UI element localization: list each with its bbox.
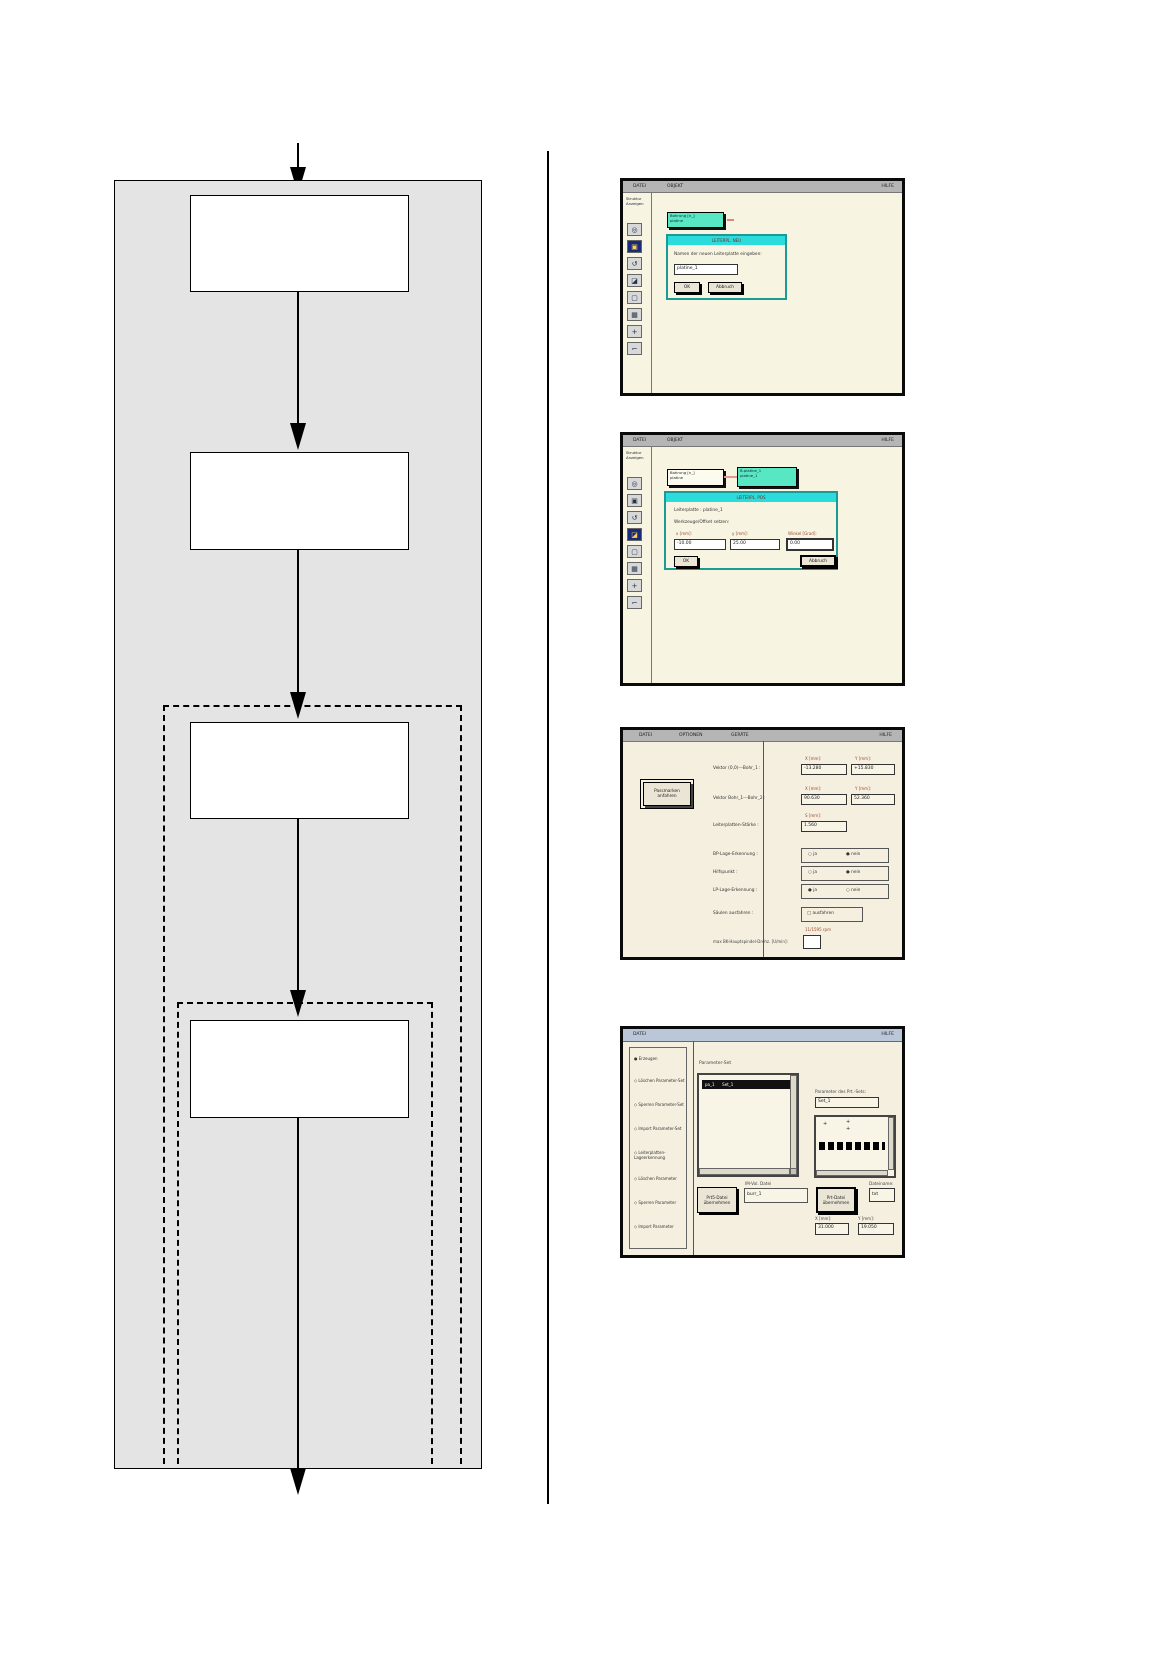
node-label: Bohrung [n_] [670,213,695,218]
screenshot-machine-parameters [620,727,905,960]
board-position-dialog [664,491,838,570]
edit-icon[interactable]: ◪ [627,528,642,541]
drill-preview-panel [814,1115,896,1178]
tree-node-parent[interactable] [667,469,724,486]
file-field-label: IM-Vol. Datei [745,1181,772,1186]
radio-off-icon[interactable]: ○ nein [846,888,861,893]
radio-off-icon[interactable]: ○ ja [808,852,817,857]
menu-objekt[interactable]: OBJEKT [667,438,684,443]
parameter-set-label: Parameter-Set [699,1061,732,1066]
toolbar-label: Struktur Anzeigen [626,196,644,206]
titlebar [623,1029,902,1042]
s-field-label: S [mm]: [805,813,822,818]
flow-exit-arrowhead [290,1468,306,1495]
toolbar-label: Struktur Anzeigen [626,450,644,460]
angle-field-label: Winkel [Grad]: [788,531,817,536]
flow-step-3 [190,722,409,819]
mark-plus-icon: + [846,1119,851,1125]
ok-button[interactable]: OK [674,282,700,293]
menu-hilfe[interactable]: HILFE [881,184,894,189]
rpm-note: 11/1595 rpm [805,927,831,932]
edit-icon[interactable]: ◪ [627,274,642,287]
y-field-label: Y [mm]: [855,786,871,791]
radio-on-icon[interactable]: ● ja [808,888,817,893]
flowchart [0,0,560,1666]
prt5-file-apply-button[interactable]: Prt5-Datei übernehmen [697,1187,737,1213]
grid-icon[interactable]: ▦ [627,308,642,321]
y-field-label: Y [mm]: [858,1216,874,1221]
menu-datei[interactable]: DATEI [633,1032,647,1037]
sidebar-item-board-detection[interactable]: ◇ Leiterplatten-Lageerkennung [634,1150,666,1161]
sidebar-item-delete-set[interactable]: ◇ Löschen Parameter-Set [634,1078,685,1083]
mode-sidebar [629,1047,687,1249]
radio-icon: ◇ [634,1224,638,1229]
radio-icon: ◇ [634,1200,638,1205]
flow-arrowhead-1 [290,423,306,450]
titlebar [623,181,902,193]
vector-origin-x-input[interactable]: -13.280 [801,764,847,775]
column-divider [547,151,549,1504]
tree-node-selected[interactable] [737,467,797,487]
scrollbar-corner [790,1168,797,1175]
bp-detection-label: BP-Lage-Erkennung : [713,852,758,857]
radio-icon: ◇ [634,1126,638,1131]
zoom-icon[interactable]: ◎ [627,477,642,490]
rotate-icon[interactable]: ↺ [627,257,642,270]
vertical-scrollbar[interactable] [888,1117,894,1170]
sidebar-item-import-param[interactable]: ◇ Import Parameter [634,1224,674,1229]
vector-origin-label: Vektor (0,0)---Bohr_1 : [713,766,761,771]
flow-step-2 [190,452,409,550]
menu-datei[interactable]: DATEI [639,733,653,738]
node-sublabel: platine [670,474,684,480]
x-field-label: X [mm]: [815,1216,832,1221]
page-icon[interactable]: ▢ [627,291,642,304]
helper-point-radiogroup[interactable] [801,866,889,881]
flow-connector-1 [297,290,299,424]
vector-holes-x-input[interactable]: 90.630 [801,794,847,805]
dialog-line-board: Leiterplatte : platine_1 [674,508,723,513]
mark-plus-icon: + [823,1121,828,1127]
radio-icon: ◇ [634,1150,638,1155]
radio-on-icon[interactable]: ● nein [846,870,861,875]
prt-file-apply-button[interactable]: Prt-Datei übernehmen [816,1187,856,1213]
menu-datei[interactable]: DATEI [633,184,647,189]
layers-icon[interactable]: ▣ [627,240,642,253]
y-input[interactable]: 25.00 [730,539,780,550]
selected-list-row[interactable]: pa_1 Set_1 [702,1080,791,1089]
toolbar-separator [651,192,652,393]
horizontal-scrollbar[interactable] [816,1170,888,1176]
lp-detection-label: LP-Lage-Erkennung : [713,888,758,893]
x-position-field[interactable]: 31.000 [815,1223,849,1235]
dialog-title: LEITERPL. NEU [668,236,785,245]
columns-extend-checkbox[interactable] [801,907,863,922]
layers-icon[interactable]: ▣ [627,494,642,507]
cross-icon[interactable]: + [627,325,642,338]
sidebar-item-import-set[interactable]: ◇ Import Parameter-Set [634,1126,682,1131]
dialog-title: LEITERPL. POS [666,493,836,502]
y-field-label: y [mm]: [732,531,748,536]
columns-extend-label: Säulen ausfahren : [713,911,754,916]
cancel-button[interactable]: Abbruch [708,282,742,293]
angle-input[interactable]: 0.00 [786,538,834,551]
node-label: Bohrung [n_] [670,470,695,475]
node-label: B.platine_1 [740,468,762,473]
vector-holes-label: Vektor Bohr_1---Bohr_2 : [713,796,766,801]
titlebar [623,435,902,447]
hook-icon[interactable]: ⌐ [627,596,642,609]
sidebar-item-lock-param[interactable]: ◇ Sperren Parameter [634,1200,677,1205]
flow-connector-2 [297,548,299,693]
y-position-field[interactable]: 19.050 [858,1223,894,1235]
vector-origin-y-input[interactable]: +15.830 [851,764,895,775]
set-name-field[interactable]: Set_1 [815,1097,879,1108]
node-tick [727,219,734,221]
radio-icon: ◇ [634,1176,638,1181]
vector-holes-y-input[interactable]: 52.360 [851,794,895,805]
x-field-label: x [mm]: [676,531,692,536]
node-sublabel: platine_1 [740,472,758,478]
bp-detection-radiogroup[interactable] [801,848,889,863]
ok-button[interactable]: OK [674,556,698,567]
menu-datei[interactable]: DATEI [633,438,647,443]
radio-selected-icon: ● [634,1056,638,1061]
board-name-input[interactable]: platine_1 [674,264,738,275]
radio-icon: ◇ [634,1078,638,1083]
radio-icon: ◇ [634,1102,638,1107]
filename-field[interactable]: txt [869,1188,895,1202]
dialog-prompt: Namen der neuen Leiterplatte eingeben: [674,252,762,257]
max-spindle-input[interactable] [803,935,821,949]
parameter-set-listbox[interactable] [697,1073,799,1177]
radio-off-icon[interactable]: ○ ja [808,870,817,875]
horizontal-scrollbar[interactable] [699,1168,790,1175]
page-icon[interactable]: ▢ [627,545,642,558]
menu-optionen[interactable]: OPTIONEN [679,733,703,738]
checkbox-icon[interactable]: □ ausfahren [807,911,834,916]
drill-row-graphic [819,1142,885,1150]
toolbar-separator [651,446,652,683]
board-thickness-label: Leiterplatten-Stärke : [713,823,759,828]
lp-detection-radiogroup[interactable] [801,884,889,899]
menu-geraete[interactable]: GERÄTE [731,733,749,738]
zoom-icon[interactable]: ◎ [627,223,642,236]
approach-marks-button[interactable]: Passmarken anfahren [643,782,691,806]
y-field-label: Y [mm]: [855,756,871,761]
panel-separator [693,1041,694,1255]
new-board-dialog [666,234,787,300]
helper-point-label: Hilfspunkt : [713,870,738,875]
sidebar-item-lock-set[interactable]: ◇ Sperren Parameter-Set [634,1102,684,1107]
vertical-scrollbar[interactable] [790,1075,797,1175]
screenshot-parameter-set [620,1026,905,1258]
grid-icon[interactable]: ▦ [627,562,642,575]
menu-hilfe[interactable]: HILFE [881,1032,894,1037]
x-input[interactable]: -10.00 [674,539,726,550]
filename-label: Dateiname: [869,1181,894,1186]
menu-objekt[interactable]: OBJEKT [667,184,684,189]
flow-step-1 [190,195,409,292]
cross-icon[interactable]: + [627,579,642,592]
file-field[interactable]: burr_1 [744,1188,808,1203]
menu-hilfe[interactable]: HILFE [881,438,894,443]
screenshot-board-position [620,432,905,686]
rotate-icon[interactable]: ↺ [627,511,642,524]
menu-hilfe[interactable]: HILFE [879,733,892,738]
node-connector [724,476,737,478]
x-field-label: X [mm]: [805,786,822,791]
sidebar-item-create[interactable]: ● Erzeugen [634,1056,658,1061]
hook-icon[interactable]: ⌐ [627,342,642,355]
flow-entry-line [297,143,299,169]
board-thickness-input[interactable]: 1.560 [801,821,847,832]
cancel-button[interactable]: Abbruch [800,555,836,567]
set-parameters-label: Parameter des Prt.-Sets: [815,1089,866,1094]
max-spindle-label: max BK-Hauptspindel-Drehz. [U/min]: [713,939,788,944]
screenshot-create-board [620,178,905,396]
dialog-line-offset: Werkzeuge/Offset setzen: [674,520,730,525]
radio-on-icon[interactable]: ● nein [846,852,861,857]
panel-separator [763,741,764,957]
x-field-label: X [mm]: [805,756,822,761]
sidebar-item-delete-param[interactable]: ◇ Löschen Parameter [634,1176,677,1181]
mark-plus-icon: + [846,1126,851,1132]
flow-step-4 [190,1020,409,1118]
tree-node-selected[interactable] [667,212,724,228]
node-sublabel: platine [670,217,684,223]
